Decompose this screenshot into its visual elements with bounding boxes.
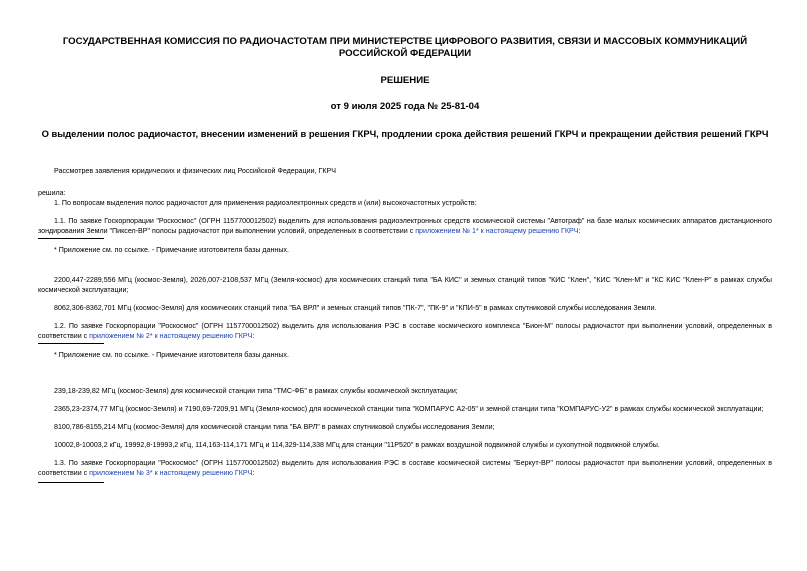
footnote-divider bbox=[38, 238, 104, 239]
item-1-3-text: 1.3. По заявке Госкорпорации "Роскосмос" (ОГРН 1157700012502) выделить для использования РЭС в составе космической системы "Беркут-ВР" полосы радиочастот при выполнении условий, определенных в соответствии с bbox=[38, 458, 772, 477]
appendix-1-link[interactable]: приложением № 1* к настоящему решению ГКРЧ bbox=[415, 226, 579, 235]
band-5: 8100,786-8155,214 МГц (космос-Земля) для космической станции типа "БА ВРЛ" в рамках спутниковой службы исследования Земли; bbox=[54, 422, 495, 431]
band-3: 239,18-239,82 МГц (космос-Земля) для космической станции типа "ТМС-ФБ" в рамках службы космической эксплуатации; bbox=[54, 386, 458, 395]
band-2: 8062,306-8362,701 МГц (космос-Земля) для космических станций типа "БА ВРЛ" и земных станций типов "ПК-7", "ПК-9" и "КПИ-5" в рамках спутниковой службы исследования Земли. bbox=[54, 303, 657, 312]
commission-title: ГОСУДАРСТВЕННАЯ КОМИССИЯ ПО РАДИОЧАСТОТАМ ПРИ МИНИСТЕРСТВЕ ЦИФРОВОГО РАЗВИТИЯ, СВЯЗИ И МАССОВЫХ КОММУНИКАЦИЙ РОССИЙСКОЙ ФЕДЕРАЦИИ bbox=[62, 36, 748, 59]
decision-date-number: от 9 июля 2025 года № 25-81-04 bbox=[330, 100, 480, 112]
item-1-1-end: : bbox=[578, 226, 581, 235]
band-4: 2365,23-2374,77 МГц (космос-Земля) и 7190,69-7209,91 МГц (Земля-космос) для космической станции типа "КОМПАРУС А2-05" и земной станции типа "КОМПАРУС-У2" в рамках службы космической эксплуатации; bbox=[54, 404, 764, 413]
intro-paragraph: Рассмотрев заявления юридических и физических лиц Российской Федерации, ГКРЧ bbox=[54, 166, 336, 175]
item-1-2-end: : bbox=[252, 331, 255, 340]
footnote-divider bbox=[38, 343, 104, 344]
band-6: 10002,8-10003,2 кГц, 19992,8-19993,2 кГц, 114,163-114,171 МГц и 114,329-114,338 МГц для станции "11Р520" в рамках воздушной подвижной службы и сухопутной подвижной службы. bbox=[54, 440, 660, 449]
item-1: 1. По вопросам выделения полос радиочастот для применения радиоэлектронных средств и (или) высокочастотных устройств: bbox=[54, 198, 477, 207]
item-1-2 bbox=[38, 321, 772, 341]
item-1-2-text: 1.2. По заявке Госкорпорации "Роскосмос" (ОГРН 1157700012502) выделить для использования РЭС в составе космического комплекса "Бион-М" полосы радиочастот при выполнении условий, определенных в соответствии с bbox=[38, 321, 772, 340]
item-1-3 bbox=[38, 458, 772, 478]
item-1-3-end: : bbox=[252, 468, 255, 477]
footnote-divider bbox=[38, 482, 104, 483]
item-1-1 bbox=[38, 216, 772, 236]
decision-title: О выделении полос радиочастот, внесении изменений в решения ГКРЧ, продлении срока действия решений ГКРЧ и прекращении действия решений ГКРЧ bbox=[41, 128, 769, 139]
decision-heading: РЕШЕНИЕ bbox=[380, 75, 430, 86]
document bbox=[38, 30, 772, 483]
appendix-3-link[interactable]: приложением № 3* к настоящему решению ГКРЧ bbox=[89, 468, 253, 477]
appendix-2-link[interactable]: приложением № 2* к настоящему решению ГКРЧ bbox=[89, 331, 253, 340]
footnote-2: * Приложение см. по ссылке. - Примечание изготовителя базы данных. bbox=[54, 350, 289, 359]
item-1-1-text: 1.1. По заявке Госкорпорации "Роскосмос" (ОГРН 1157700012502) выделить для использования радиоэлектронных средств космической системы "Автограф" на базе малых космических аппаратов дистанционного зондирования Земли "Пиксел-ВР" полосы радиочастот при выполнении условий, определенных в соответствии с bbox=[38, 216, 772, 235]
footnote-1: * Приложение см. по ссылке. - Примечание изготовителя базы данных. bbox=[54, 245, 289, 254]
band-1: 2200,447-2289,556 МГц (космос-Земля), 2026,007-2108,537 МГц (Земля-космос) для космических станций типа "БА КИС" и земных станций типов "КИС "Клен", "КИС "Клен-М" и "КС КИС "Клен-Р" в рамках службы космической эксплуатации; bbox=[38, 275, 772, 294]
resolved-label: решила: bbox=[38, 188, 66, 197]
